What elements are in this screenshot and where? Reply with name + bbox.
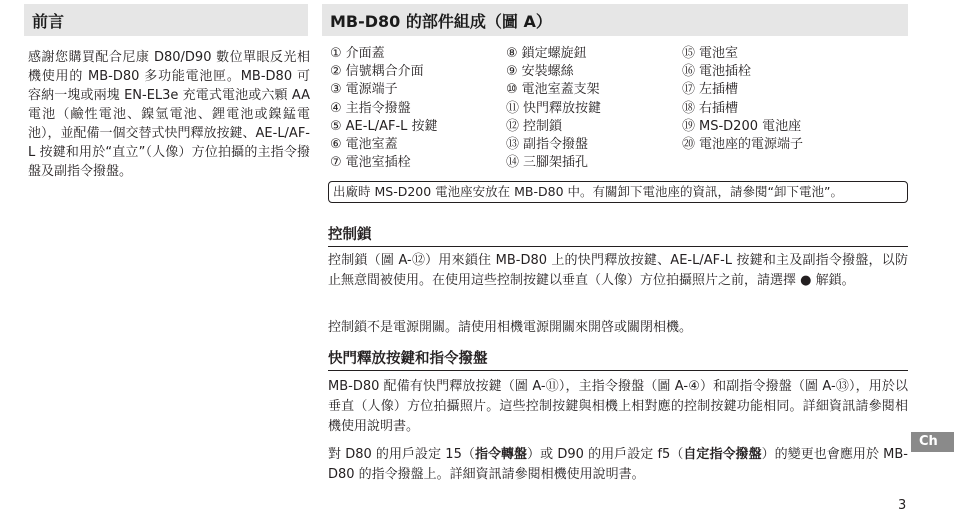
part-label: 左插槽 <box>699 82 739 98</box>
part-number: ⑰ <box>682 82 696 98</box>
part-item <box>506 154 682 172</box>
part-label: 控制鎖 <box>523 118 563 134</box>
battery-holder-note: 出廠時 MS-D200 電池座安放在 MB-D80 中。有關卸下電池座的資訊，請參閱“卸下電池”。 <box>328 181 908 203</box>
part-number: ⑮ <box>682 46 696 61</box>
part-number: ⑥ <box>330 137 342 153</box>
part-item <box>330 154 506 172</box>
part-number: ⑦ <box>330 155 342 171</box>
shutter-dials-paragraph-1: MB-D80 配備有快門釋放按鍵（圖 A-⑪），主指令撥盤（圖 A-④）和副指令撥盤（圖 A-⑬），用於以垂直（人像）方位拍攝照片。這些控制按鍵與相機上相對應的控制按鍵功能相同。詳細資訊請參閱相機使用說明書。 <box>328 379 908 434</box>
part-item <box>330 100 506 118</box>
part-label: 快門釋放按鍵 <box>523 100 602 116</box>
part-number: ⑫ <box>506 118 520 134</box>
preface-text: 感謝您購買配合尼康 D80/D90 數位單眼反光相機使用的 MB-D80 多功能電池匣。MB-D80 可容納一塊或兩塊 EN-EL3e 充電式電池或六顆 AA 電池（鹼性電池、鎳氫電池、鋰電池或鎳錳電池），並配備一個交替式快門釋放按鍵、AE-L/AF-L 按鍵和用於“直立”（人像）方位拍攝的主指令撥盤及副指令撥盤。 <box>28 50 310 179</box>
custom-setting-text-a: 對 D80 的用戶設定 15（ <box>328 447 475 462</box>
page-number: 3 <box>898 498 907 513</box>
parts-list <box>330 45 910 172</box>
part-number: ⑳ <box>682 137 696 153</box>
shutter-dials-paragraph-2 <box>328 445 908 485</box>
part-number: ④ <box>330 100 342 116</box>
part-item <box>506 45 682 63</box>
part-item <box>506 136 682 154</box>
part-item <box>506 100 682 118</box>
part-item <box>330 63 506 81</box>
part-label: 電源端子 <box>345 82 398 98</box>
part-number: ⑯ <box>682 64 696 80</box>
part-label: 安裝螺絲 <box>521 64 574 80</box>
part-number: ⑱ <box>682 100 696 116</box>
part-label: 電池室插栓 <box>345 155 411 171</box>
part-item <box>506 118 682 136</box>
part-number: ⑧ <box>506 46 518 61</box>
part-item <box>330 45 506 63</box>
part-item <box>682 45 902 63</box>
part-number: ⑩ <box>506 82 518 98</box>
preface-heading-bar <box>24 4 308 36</box>
part-label: MS-D200 電池座 <box>699 118 802 134</box>
custom-setting-text-d: ）的變更也會應用於 MB-D80 的指令撥盤上。詳細資訊請參閱相機使用說明書。 <box>328 447 908 482</box>
part-number: ① <box>330 46 342 61</box>
part-label: AE-L/AF-L 按鍵 <box>345 118 438 134</box>
part-number: ⑭ <box>506 155 520 171</box>
part-item <box>682 118 902 136</box>
parts-heading: MB-D80 的部件組成（圖 A） <box>330 11 552 31</box>
language-tab: Ch <box>911 432 954 452</box>
part-item <box>506 63 682 81</box>
preface-heading: 前言 <box>32 11 65 31</box>
parts-heading-bar <box>322 4 908 36</box>
shutter-dials-heading: 快門釋放按鍵和指令撥盤 <box>328 348 908 371</box>
part-number: ⑲ <box>682 118 696 134</box>
part-number: ⑬ <box>506 137 520 153</box>
part-item <box>682 81 902 99</box>
part-item <box>682 100 902 118</box>
part-label: 三腳架插孔 <box>523 155 589 171</box>
part-label: 電池室 <box>699 46 739 61</box>
part-label: 電池座的電源端子 <box>699 137 804 153</box>
control-lock-paragraph-1: 控制鎖（圖 A-⑫）用來鎖住 MB-D80 上的快門釋放按鍵、AE-L/AF-L 按鍵和主及副指令撥盤，以防止無意間被使用。在使用這些控制按鍵以垂直（人像）方位拍攝照片之前，請選擇 ● 解鎖。 <box>328 253 908 288</box>
part-number: ⑪ <box>506 100 520 116</box>
part-item <box>682 154 902 172</box>
part-label: 鎖定螺旋鈕 <box>521 46 587 61</box>
part-number: ③ <box>330 82 342 98</box>
part-label: 介面蓋 <box>345 46 385 61</box>
part-item <box>330 81 506 99</box>
part-label: 信號耦合介面 <box>345 64 424 80</box>
part-label: 電池室蓋 <box>345 137 398 153</box>
part-item <box>330 136 506 154</box>
part-label: 右插槽 <box>699 100 739 116</box>
command-dial-term: 指令轉盤 <box>474 447 528 462</box>
part-label: 副指令撥盤 <box>523 137 589 153</box>
part-label: 電池室蓋支架 <box>521 82 600 98</box>
part-item <box>330 118 506 136</box>
part-item <box>506 81 682 99</box>
part-number: ⑨ <box>506 64 518 80</box>
control-lock-paragraph-2: 控制鎖不是電源開關。請使用相機電源開關來開啓或關閉相機。 <box>328 320 693 335</box>
part-label: 電池插栓 <box>699 64 752 80</box>
custom-setting-text-c: ）或 D90 的用戶設定 f5（ <box>527 447 684 462</box>
part-number: ② <box>330 64 342 80</box>
custom-command-dial-term: 自定指令撥盤 <box>683 447 762 462</box>
part-item <box>682 63 902 81</box>
part-label: 主指令撥盤 <box>345 100 411 116</box>
part-item <box>682 136 902 154</box>
part-number: ⑤ <box>330 118 342 134</box>
control-lock-heading: 控制鎖 <box>328 224 908 247</box>
